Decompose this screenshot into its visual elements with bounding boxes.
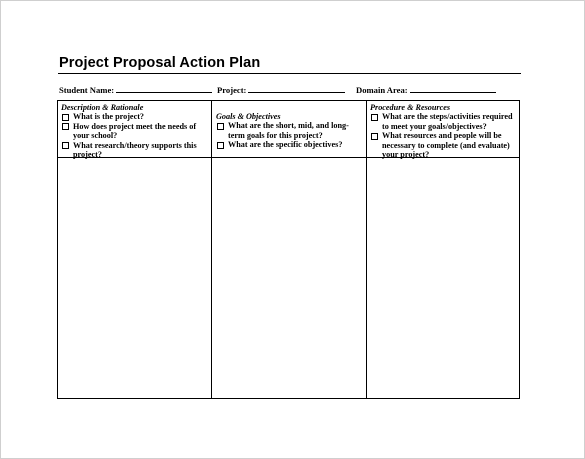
column-description — [61, 103, 208, 159]
student-name-field — [59, 83, 212, 95]
checkbox-icon[interactable] — [62, 123, 69, 130]
project-blank[interactable] — [248, 83, 345, 93]
column-heading: Goals & Objectives — [216, 112, 281, 121]
column-divider — [211, 101, 212, 398]
checkbox-icon[interactable] — [371, 114, 378, 121]
checklist-item: What are the steps/activities required to meet your goals/objectives? — [370, 112, 516, 131]
checklist-item: What is the project? — [61, 112, 208, 121]
checklist-item: What research/theory supports this project? — [61, 141, 208, 160]
column-goals — [216, 112, 362, 150]
project-field — [217, 83, 345, 95]
student-name-blank[interactable] — [116, 83, 212, 93]
page-title: Project Proposal Action Plan — [59, 55, 261, 71]
column-divider — [366, 101, 367, 398]
checkbox-icon[interactable] — [62, 114, 69, 121]
checkbox-icon[interactable] — [371, 133, 378, 140]
domain-area-blank[interactable] — [410, 83, 496, 93]
project-label: Project: — [217, 85, 247, 95]
domain-area-label: Domain Area: — [356, 85, 408, 95]
checklist-item: What are the short, mid, and long-term goals for this project? — [216, 121, 362, 140]
column-heading: Procedure & Resources — [370, 103, 451, 112]
column-procedure — [370, 103, 516, 159]
checklist-item: What resources and people will be necessary to complete (and evaluate) your project? — [370, 131, 516, 159]
checkbox-icon[interactable] — [62, 142, 69, 149]
checkbox-icon[interactable] — [217, 142, 224, 149]
action-plan-table — [57, 100, 520, 399]
checklist-item: What are the specific objectives? — [216, 140, 362, 149]
student-name-label: Student Name: — [59, 85, 115, 95]
checkbox-icon[interactable] — [217, 123, 224, 130]
domain-area-field — [356, 83, 496, 95]
column-heading: Description & Rationale — [61, 103, 144, 112]
title-divider — [58, 73, 521, 74]
checklist-item: How does project meet the needs of your school? — [61, 122, 208, 141]
